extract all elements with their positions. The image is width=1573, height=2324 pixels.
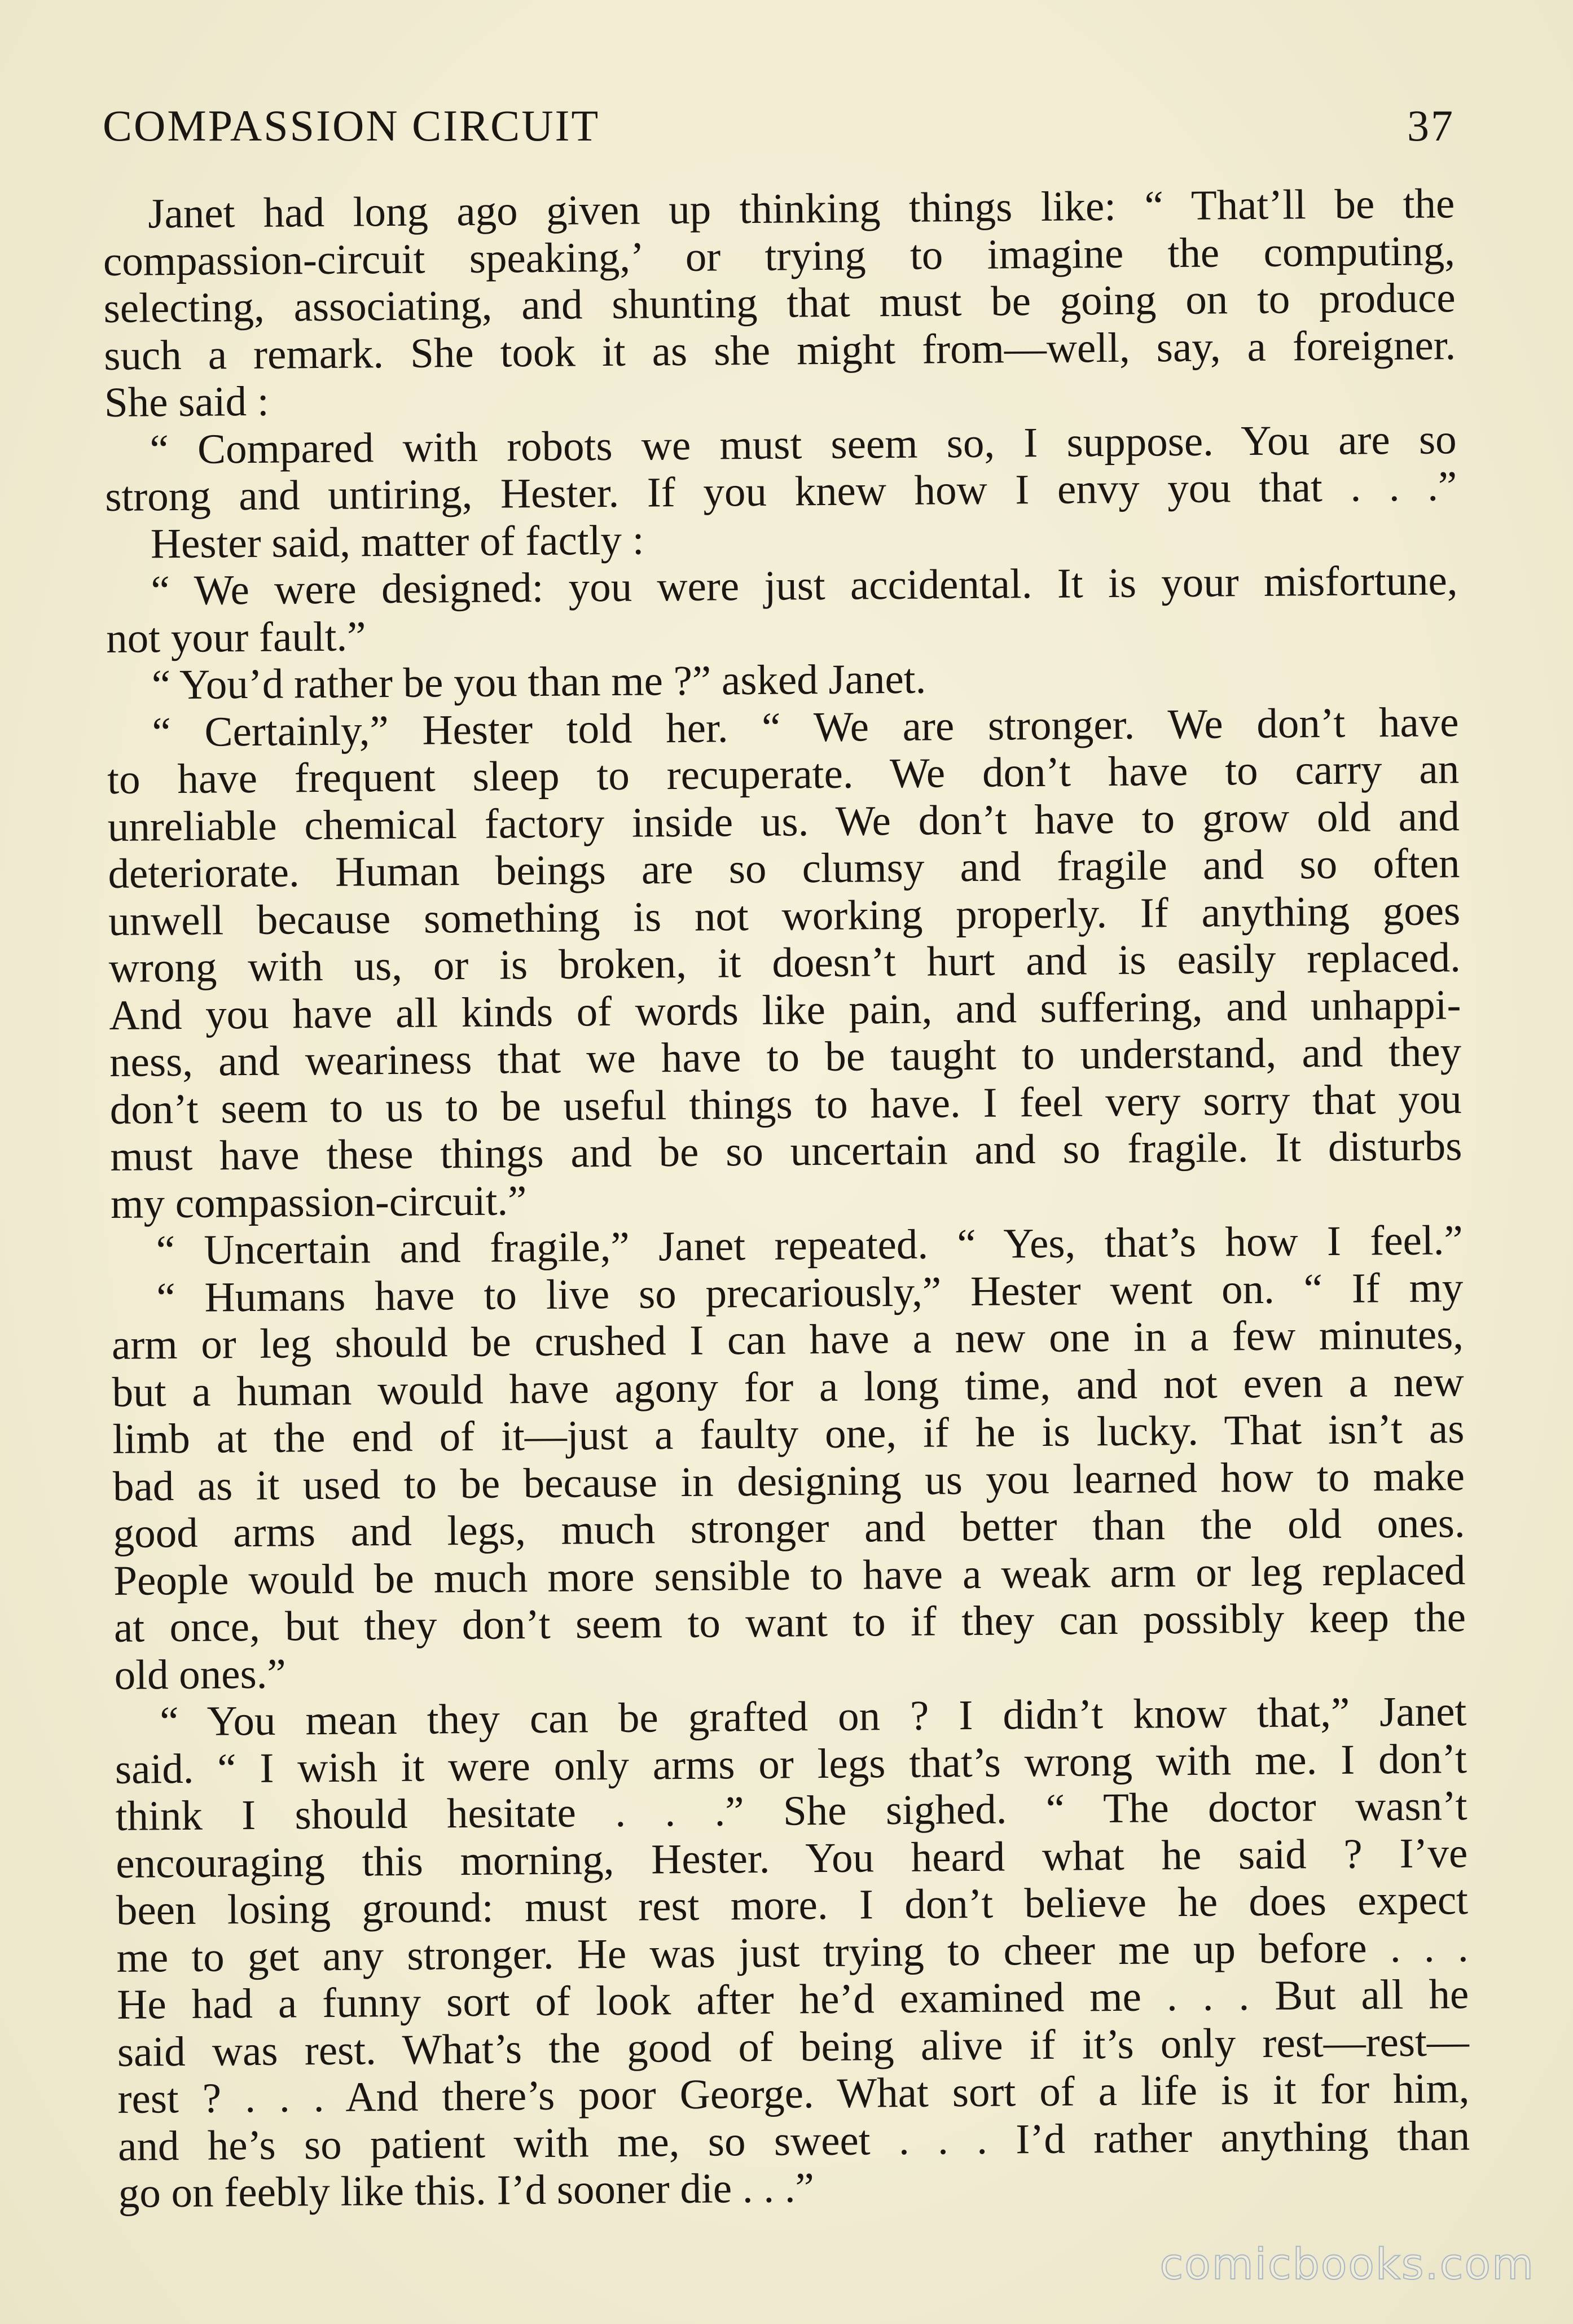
text-line: go on feebly like this. I’d sooner die . . .” [118, 2164, 815, 2217]
watermark: comicbooks.com [1159, 2239, 1535, 2289]
text-line: must have these things and be so uncertain and so fragile. It disturbs [110, 1122, 1462, 1180]
page-number: 37 [1407, 101, 1455, 150]
text-line: to have frequent sleep to recuperate. We don’t have to carry an [107, 746, 1460, 803]
text-line: “ Uncertain and fragile,” Janet repeated. “ Yes, that’s how I feel.” [156, 1217, 1464, 1274]
text-line: good arms and legs, much stronger and better than the old ones. [113, 1499, 1465, 1557]
text-line: rest ? . . . And there’s poor George. What sort of a life is it for him, [117, 2065, 1470, 2123]
text-line: bad as it used to be because in designing us you learned how to make [112, 1452, 1465, 1510]
text-line: He had a funny sort of look after he’d examined me . . . But all he [116, 1971, 1469, 2028]
running-title: COMPASSION CIRCUIT [103, 101, 600, 150]
text-line: arm or leg should be crushed I can have a new one in a few minutes, [111, 1311, 1464, 1369]
text-line: deteriorate. Human beings are so clumsy and fragile and so often [108, 840, 1460, 897]
text-line: Janet had long ago given up thinking things like: “ That’ll be the [147, 180, 1455, 238]
text-line: compassion-circuit speaking,’ or trying to imagine the computing, [103, 227, 1456, 285]
text-line: but a human would have agony for a long time, and not even a new [112, 1358, 1464, 1416]
text-line: strong and untiring, Hester. If you knew how I envy you that . . .” [104, 463, 1457, 520]
text-line: unreliable chemical factory inside us. We don’t have to grow old and [107, 792, 1460, 850]
text-line: Hester said, matter of factly : [150, 516, 644, 567]
text-line: and he’s so patient with me, so sweet . . . I’d rather anything than [117, 2112, 1470, 2170]
text-line: And you have all kinds of words like pain, and suffering, and unhappi- [109, 981, 1461, 1039]
running-head [103, 100, 1455, 157]
text-line: encouraging this morning, Hester. You heard what he said ? I’ve [115, 1829, 1468, 1887]
text-line: said was rest. What’s the good of being alive if it’s only rest—rest— [117, 2018, 1470, 2076]
text-line: selecting, associating, and shunting that must be going on to produce [103, 274, 1456, 332]
text-line: limb at the end of it—just a faulty one, if he is lucky. That isn’t as [112, 1405, 1465, 1463]
text-line: old ones.” [114, 1650, 287, 1699]
text-line: “ We were designed: you were just accidental. It is your misfortune, [151, 557, 1458, 615]
text-line: been losing ground: must rest more. I don’t believe he does expect [116, 1876, 1469, 1934]
text-line: my compassion-circuit.” [110, 1177, 527, 1227]
text-line: “ Certainly,” Hester told her. “ We are stronger. We don’t have [152, 698, 1459, 756]
text-line: “ You mean they can be grafted on ? I didn’t know that,” Janet [159, 1688, 1467, 1746]
text-line: unwell because something is not working properly. If anything goes [108, 887, 1461, 945]
text-line: not your fault.” [106, 612, 366, 662]
body-text [103, 180, 1470, 2217]
text-line: “ Compared with robots we must seem so, I suppose. You are so [150, 415, 1457, 473]
text-line: don’t seem to us to be useful things to have. I feel very sorry that you [109, 1075, 1462, 1133]
text-line: think I should hesitate . . .” She sighed. “ The doctor wasn’t [115, 1782, 1467, 1840]
text-line: me to get any stronger. He was just trying to cheer me up before . . . [116, 1923, 1469, 1981]
text-line: wrong with us, or is broken, it doesn’t hurt and is easily replaced. [108, 934, 1461, 992]
text-line: such a remark. She took it as she might from—well, say, a foreigner. [103, 321, 1456, 379]
text-line: at once, but they don’t seem to want to if they can possibly keep the [113, 1594, 1466, 1651]
text-line: said. “ I wish it were only arms or legs that’s wrong with me. I don’t [115, 1735, 1467, 1793]
text-line: People would be much more sensible to have a weak arm or leg replaced [113, 1546, 1466, 1604]
text-line: “ You’d rather be you than me ?” asked Janet. [151, 655, 926, 709]
text-line: “ Humans have to live so precariously,” Hester went on. “ If my [156, 1264, 1464, 1321]
text-line: ness, and weariness that we have to be taught to understand, and they [109, 1028, 1462, 1086]
text-line: She said : [104, 378, 269, 426]
